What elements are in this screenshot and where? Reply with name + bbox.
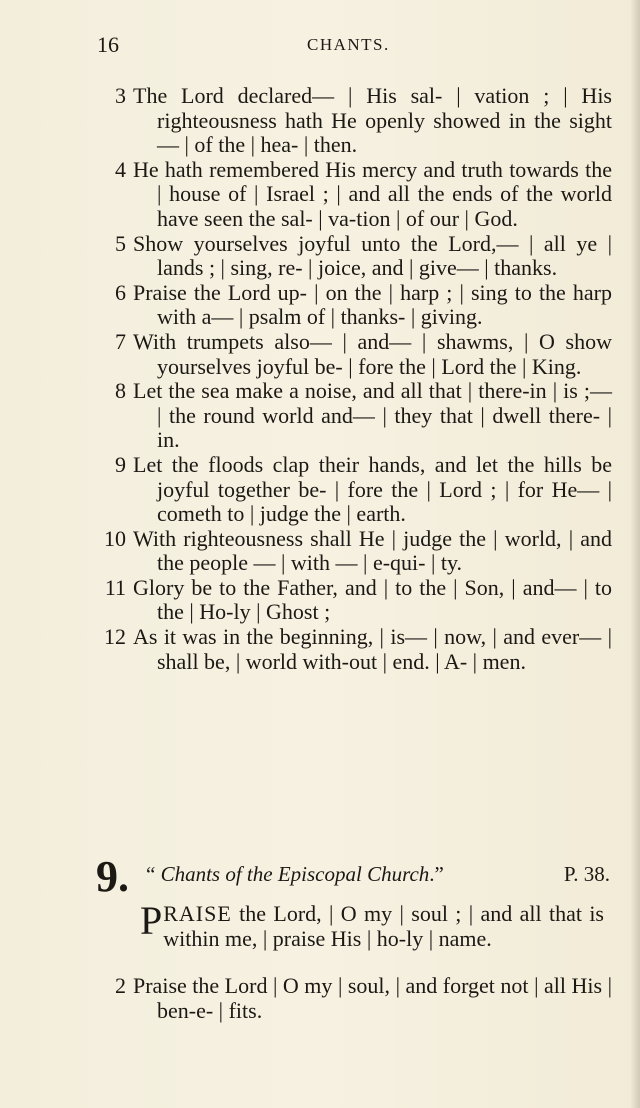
verse xyxy=(92,330,612,379)
verse xyxy=(92,84,612,158)
verse-number: 3 xyxy=(115,83,126,108)
opening-text: the Lord, | O my | soul ; | and all that is within me, | praise His | ho-ly | name. xyxy=(163,901,604,951)
close-quote: .” xyxy=(429,862,444,886)
chant-heading xyxy=(96,852,610,902)
verse-text: With trumpets also— | and— | shawms, | O show yourselves joyful be- | fore the | Lord the | King. xyxy=(133,328,612,379)
page-edge-shadow xyxy=(630,0,640,1108)
verse xyxy=(92,232,612,281)
verse xyxy=(92,281,612,330)
verse-number: 5 xyxy=(115,230,126,256)
chant-verses xyxy=(92,84,612,674)
page-number: 16 xyxy=(97,32,119,57)
verse-number: 9 xyxy=(115,451,126,477)
verse-text: With righteousness shall He | judge the | world, | and the people — | with — | e-qui- | ty. xyxy=(133,525,612,576)
verse xyxy=(92,379,612,453)
verse-number: 2 xyxy=(115,973,126,998)
running-head: CHANTS. xyxy=(307,35,390,54)
chant-source-title: Chants of the Episcopal Church xyxy=(160,862,430,886)
verse xyxy=(92,527,612,576)
verse xyxy=(92,453,612,527)
verse-text: Praise the Lord up- | on the | harp ; | sing to the harp with a— | psalm of | thanks- | giving. xyxy=(133,279,612,330)
open-quote: “ xyxy=(146,862,156,886)
verse-number: 10 xyxy=(104,525,126,551)
verse-text: The Lord declared— | His sal- | vation ; | His righteousness hath He openly showed in the sight— | of the | hea- | then. xyxy=(133,83,612,158)
verse-text: As it was in the beginning, | is— | now, | and ever— | shall be, | world with-out | end. | A- | men. xyxy=(133,624,612,674)
chant-opening-verse xyxy=(140,898,604,951)
verse-text: Show yourselves joyful unto the Lord,— | all ye | lands ; | sing, re- | joice, and | give— | thanks. xyxy=(133,230,612,281)
verse-number: 8 xyxy=(115,378,126,404)
chant-source xyxy=(146,862,444,887)
verse xyxy=(92,576,612,625)
verse-number: 6 xyxy=(115,279,126,305)
chant-page-reference: P. 38. xyxy=(563,862,610,886)
verse xyxy=(92,625,612,674)
chant-number: 9. xyxy=(96,852,129,901)
verse-text: Let the sea make a noise, and all that | there-in | is ;— | the round world and— | they that | dwell there- | in. xyxy=(133,378,612,453)
opening-caps: RAISE xyxy=(163,901,232,926)
verse-number: 7 xyxy=(115,328,126,354)
verse xyxy=(92,158,612,232)
verse-text: Let the floods clap their hands, and let the hills be joyful together be- | fore the | Lord ; | for He— | cometh to | judge the | earth. xyxy=(133,451,612,527)
verse-number: 12 xyxy=(104,624,126,650)
verse-number: 4 xyxy=(115,156,126,182)
verse xyxy=(92,974,612,1023)
verse-text: He hath remembered His mercy and truth towards the | house of | Israel ; | and all the ends of the world have seen the sal- | va-tion | of our | God. xyxy=(133,156,612,231)
verse-text: Glory be to the Father, and | to the | Son, | and— | to the | Ho-ly | Ghost ; xyxy=(133,574,612,625)
chant-verse-2 xyxy=(92,974,612,1023)
drop-cap: P xyxy=(140,898,163,943)
verse-number: 11 xyxy=(104,574,126,600)
verse-text: Praise the Lord | O my | soul, | and forget not | all His | ben-e- | fits. xyxy=(133,973,612,1023)
page-header xyxy=(97,32,597,62)
